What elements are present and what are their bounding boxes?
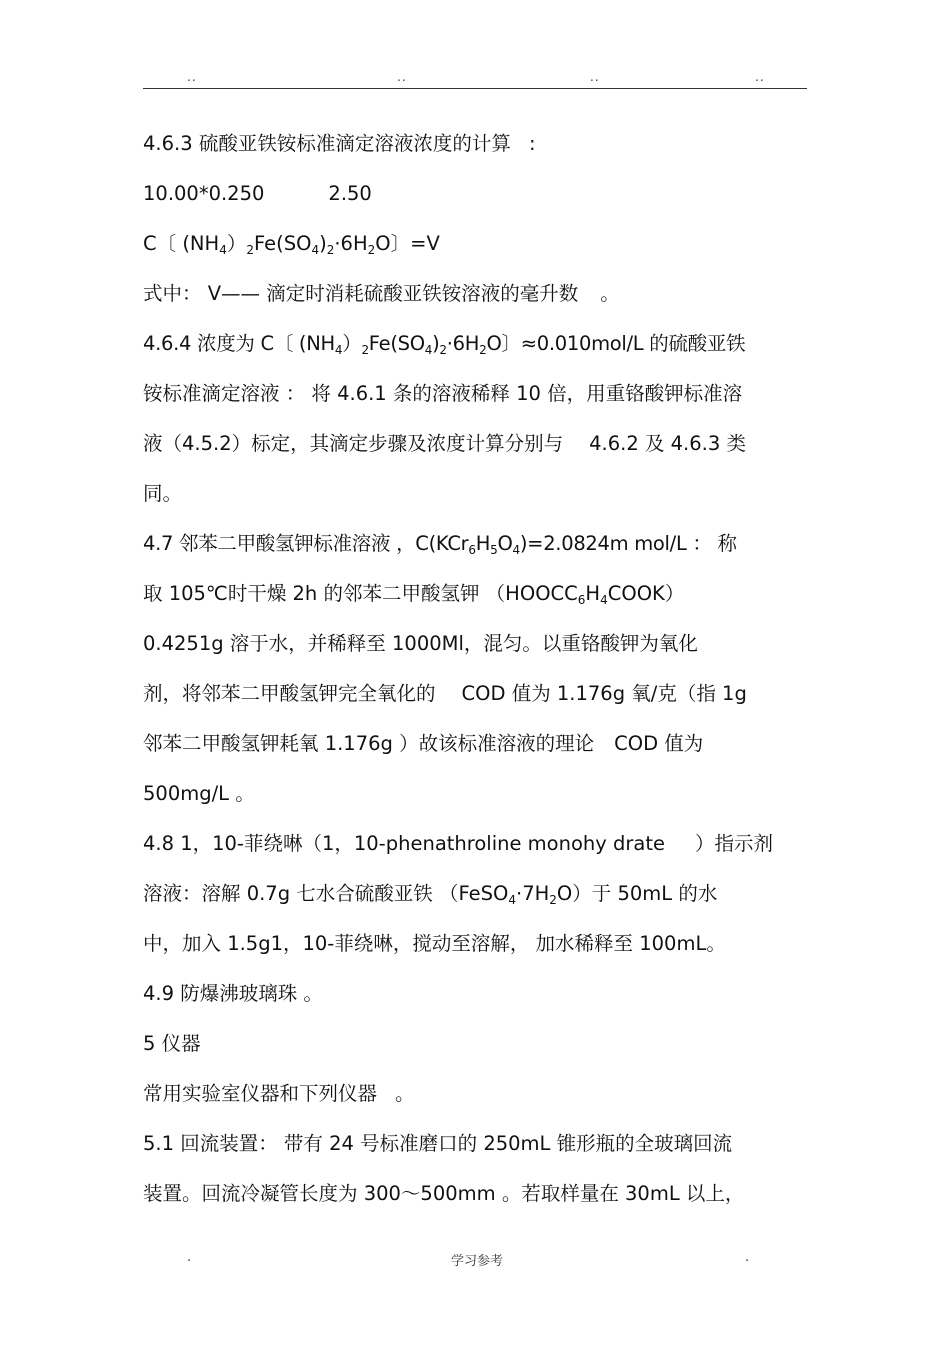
text-line: 同。 (143, 482, 183, 505)
text-line: 常用实验室仪器和下列仪器 。 (143, 1082, 415, 1105)
text-line: 10.00*0.250 2.50 (143, 182, 372, 205)
text-line: 剂，将邻苯二甲酸氢钾完全氧化的 COD 值为 1.176g 氧/克（指 1g (143, 682, 747, 705)
text-line: 溶液：溶解 0.7g 七水合硫酸亚铁 $(FeSO_4\cdot 7H_2O)$于 50mL 的水 (143, 882, 718, 907)
formula-line: C〔 $(NH_4)_2Fe(SO_4)_2\cdot 6H_2O$〕=V (143, 232, 440, 257)
text-line: 邻苯二甲酸氢钾耗氧 1.176g ）故该标准溶液的理论 COD 值为 (143, 732, 704, 755)
text-line: 4.8 1，10-菲绕啉（1，10-phenathroline monohy drate ）指示剂 (143, 832, 773, 855)
footer-left-dot: . (187, 1250, 192, 1265)
text-line: 4.7 邻苯二甲酸氢钾标准溶液 ，$C(KCr_6H_5O_4)=2.0824m$ mol/L ： 称 (143, 532, 737, 557)
text-line: 装置。回流冷凝管长度为 300～500mm 。若取样量在 30mL 以上， (143, 1182, 745, 1205)
text-line: 500mg/L 。 (143, 782, 255, 805)
text-line: 液（4.5.2）标定，其滴定步骤及浓度计算分别与 4.6.2 及 4.6.3 类 (143, 432, 746, 455)
section-heading: 5 仪器 (143, 1032, 201, 1055)
text-line: 式中： V—— 滴定时消耗硫酸亚铁铵溶液的毫升数 。 (143, 282, 620, 305)
text-line: 铵标准滴定溶液 ： 将 4.6.1 条的溶液稀释 10 倍，用重铬酸钾标准溶 (143, 382, 743, 405)
footer-label: 学习参考 (451, 1254, 504, 1269)
header-dots: .. (187, 70, 197, 84)
header-dots: .. (590, 70, 600, 84)
footer-right-dot: . (745, 1250, 750, 1265)
text-line: 0.4251g 溶于水，并稀释至 1000Ml，混匀。以重铬酸钾为氧化 (143, 632, 698, 655)
text-line: 取 105℃时干燥 2h 的邻苯二甲酸氢钾 $(HOOCC_6H_4COOK)$ (143, 582, 685, 607)
header-rule (143, 88, 807, 89)
text-line: 4.9 防爆沸玻璃珠 。 (143, 982, 323, 1005)
text-line: 中，加入 1.5g1，10-菲绕啉，搅动至溶解， 加水稀释至 100mL。 (143, 932, 726, 955)
text-line: 5.1 回流装置： 带有 24 号标准磨口的 250mL 锥形瓶的全玻璃回流 (143, 1132, 733, 1155)
header-dots: .. (397, 70, 407, 84)
document-body (143, 128, 793, 1228)
text-line: 4.6.4 浓度为 C〔 $(NH_4)_2Fe(SO_4)_2\cdot 6H_2O$〕≈0.010mol/L 的硫酸亚铁 (143, 332, 746, 357)
header-dots: .. (755, 70, 765, 84)
text-line: 4.6.3 硫酸亚铁铵标准滴定溶液浓度的计算 : (143, 132, 536, 155)
